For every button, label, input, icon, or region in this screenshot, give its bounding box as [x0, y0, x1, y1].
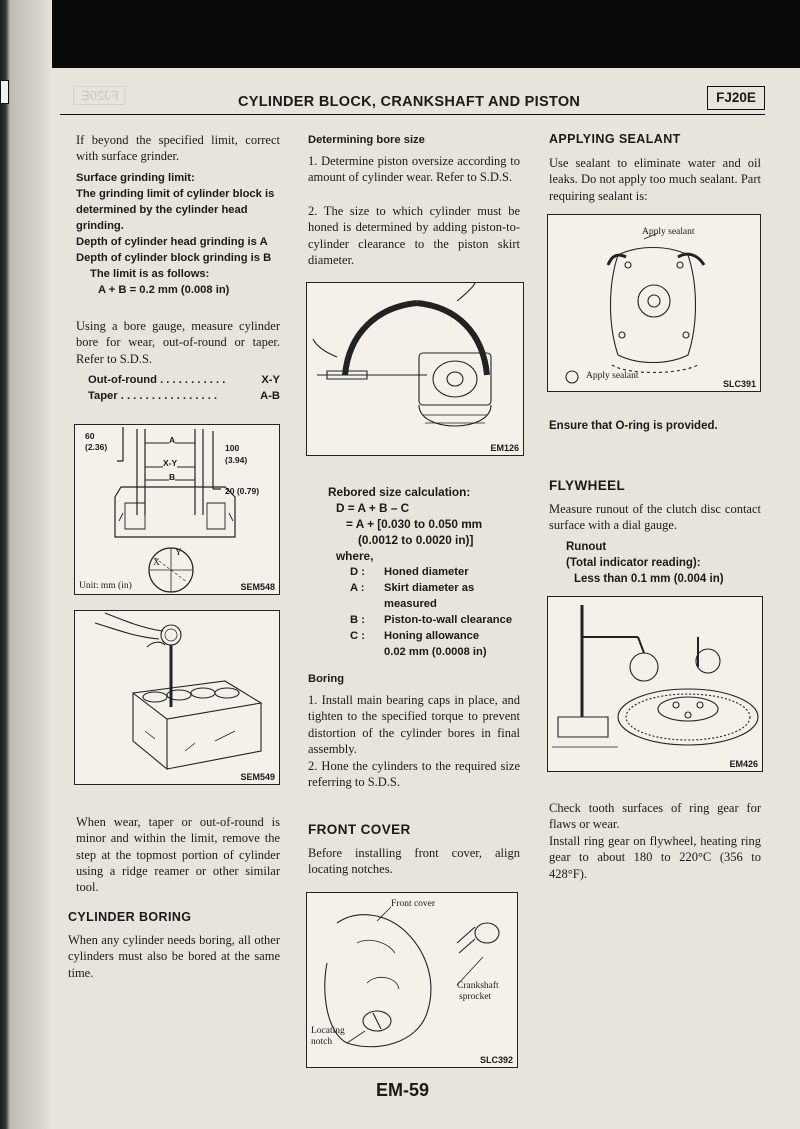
- label-y: Y: [175, 548, 182, 558]
- figure-code: SLC392: [479, 1055, 513, 1065]
- oring-note: Ensure that O-ring is provided.: [549, 420, 718, 432]
- label-a: A: [169, 435, 176, 445]
- dim-60-label: 60: [85, 431, 95, 441]
- ring-gear-check-text: Check tooth surfaces of ring gear for flaws or wear.: [549, 801, 761, 832]
- sprocket-label: sprocket: [459, 992, 492, 1002]
- grinding-limit-text: The grinding limit of cylinder block is determined by the cylinder head grinding.: [76, 188, 275, 232]
- cylinder-boring-heading: CYLINDER BORING: [68, 910, 192, 924]
- figure-slc392-front-cover: [306, 892, 518, 1068]
- apply-sealant-top-label: Apply sealant: [642, 227, 695, 237]
- definition-c-value: 0.02 mm (0.0008 in): [384, 646, 487, 658]
- limit-formula: A + B = 0.2 mm (0.008 in): [98, 284, 230, 296]
- grinding-limit-heading: Surface grinding limit:: [76, 172, 195, 184]
- calc-line-1: D = A + B – C: [336, 501, 410, 515]
- figure-code: SLC391: [722, 379, 756, 389]
- intro-text: If beyond the specified limit, correct with surface grinder.: [76, 133, 280, 164]
- definition-c: [350, 628, 520, 644]
- figure-sem549-bore-gauge: [74, 610, 280, 785]
- front-cover-label: Front cover: [391, 899, 436, 909]
- timing-cover-sealant-drawing: [548, 215, 761, 392]
- symbol: C :: [350, 630, 365, 642]
- grinding-limit-block: [76, 170, 282, 298]
- page-number: EM-59: [376, 1080, 430, 1100]
- bleed-through-model-code: FJ20E: [74, 86, 126, 105]
- boring-subheading: Boring: [308, 673, 345, 685]
- piston-micrometer-drawing: [307, 283, 524, 456]
- determining-step-2: 2. The size to which cylinder must be honed is determined by adding piston-to-cylinder clearance to the piston skirt diameter.: [308, 204, 520, 267]
- dim-100-inch-label: (3.94): [225, 455, 248, 465]
- grinding-b-text: Depth of cylinder block grinding is B: [76, 252, 272, 264]
- symbol: D :: [350, 566, 365, 578]
- figure-slc391-sealant: [547, 214, 761, 392]
- limit-heading: The limit is as follows:: [90, 268, 210, 280]
- model-code-badge: FJ20E: [707, 86, 765, 110]
- definition-list: [350, 564, 520, 660]
- front-cover-heading: FRONT COVER: [308, 822, 411, 837]
- grinding-a-text: Depth of cylinder head grinding is A: [76, 236, 268, 248]
- apply-sealant-legend: Apply sealant: [586, 371, 639, 381]
- definition-d: [350, 564, 520, 580]
- cylinder-boring-text: When any cylinder needs boring, all other cylinders must also be bored at the same time.: [68, 933, 280, 980]
- locating-label: Locating: [311, 1026, 345, 1036]
- symbol: B :: [350, 614, 365, 626]
- wear-text: When wear, taper or out-of-round is minor and within the limit, remove the step at the topmost portion of cylinder using a ridge reamer or other similar tool.: [76, 815, 280, 895]
- boring-step-2: 2. Hone the cylinders to the required size referring to S.D.S.: [308, 759, 520, 790]
- facing-page-edge: [0, 80, 8, 104]
- rebored-calc-heading: Rebored size calculation:: [328, 485, 471, 499]
- ring-gear-install-text: Install ring gear on flywheel, heating ring gear to about 180 to 220°C (356 to 428°F).: [549, 834, 761, 881]
- dim-100-label: 100: [225, 443, 240, 453]
- spec-value: A-B: [260, 390, 280, 402]
- label-b: B: [169, 472, 176, 482]
- tir-label: (Total indicator reading):: [566, 557, 701, 569]
- dim-20-label: 20 (0.79): [225, 486, 260, 496]
- page-title: CYLINDER BLOCK, CRANKSHAFT AND PISTON: [238, 94, 581, 110]
- definition-b: [350, 612, 520, 628]
- label-x: X: [153, 558, 160, 568]
- figure-em126-piston-measure: [306, 282, 524, 456]
- spec-value: X-Y: [261, 374, 280, 386]
- spec-label: Taper . . . . . . . . . . . . . . . .: [88, 390, 218, 402]
- flywheel-heading: FLYWHEEL: [549, 478, 626, 493]
- determining-bore-heading: Determining bore size: [308, 134, 425, 146]
- definition: Honing allowance: [384, 630, 480, 642]
- dim-60-inch-label: (2.36): [85, 442, 108, 452]
- spec-row-taper: [88, 388, 280, 404]
- definition: Piston-to-wall clearance: [384, 614, 513, 626]
- front-cover-text: Before installing front cover, align locating notches.: [308, 846, 520, 877]
- definition: Skirt diameter as measured: [384, 582, 475, 610]
- spec-list: [88, 372, 280, 404]
- header-rule: [60, 114, 765, 115]
- definition: Honed diameter: [384, 566, 469, 578]
- label-x-y: X-Y: [163, 458, 178, 468]
- symbol: A :: [350, 582, 365, 594]
- figure-code: SEM549: [240, 772, 275, 782]
- bore-gauge-on-block-drawing: [75, 611, 280, 785]
- definition-a: [350, 580, 520, 612]
- bore-gauge-text: Using a bore gauge, measure cylinder bore for wear, out-of-round or taper. Refer to S.D.S.: [76, 319, 280, 366]
- crankshaft-label: Crankshaft: [457, 981, 499, 991]
- spec-row-out-of-round: [88, 372, 280, 388]
- flywheel-dial-gauge-drawing: [548, 597, 763, 772]
- runout-value: Less than 0.1 mm (0.004 in): [574, 573, 724, 585]
- figure-code: EM426: [729, 759, 758, 769]
- figure-em426-flywheel: [547, 596, 763, 772]
- figure-code: EM126: [490, 443, 519, 453]
- figure-code: SEM548: [240, 582, 275, 592]
- flywheel-text: Measure runout of the clutch disc contact surface with a dial gauge.: [549, 502, 761, 533]
- runout-label: Runout: [566, 541, 607, 553]
- spec-label: Out-of-round . . . . . . . . . . .: [88, 374, 226, 386]
- determining-step-1: 1. Determine piston oversize according to amount of cylinder wear. Refer to S.D.S.: [308, 154, 520, 185]
- boring-step-1: 1. Install main bearing caps in place, and tighten to the specified torque to prevent distortion of the cylinder bores in final assembly.: [308, 693, 520, 756]
- notch-label: notch: [311, 1037, 333, 1047]
- page-header: [60, 84, 765, 114]
- where-label: where,: [336, 549, 374, 563]
- figure-sem548-bore-measurement: [74, 424, 280, 595]
- unit-label: Unit: mm (in): [79, 581, 132, 591]
- applying-sealant-text: Use sealant to eliminate water and oil leaks. Do not apply too much sealant. Part requiring sealant is:: [549, 156, 761, 203]
- scan-top-shadow: [0, 0, 800, 68]
- scan-binding-shadow: [0, 0, 52, 1129]
- applying-sealant-heading: APPLYING SEALANT: [549, 132, 681, 146]
- calc-line-3: (0.0012 to 0.0020 in)]: [358, 533, 474, 547]
- calc-line-2: = A + [0.030 to 0.050 mm: [346, 517, 483, 531]
